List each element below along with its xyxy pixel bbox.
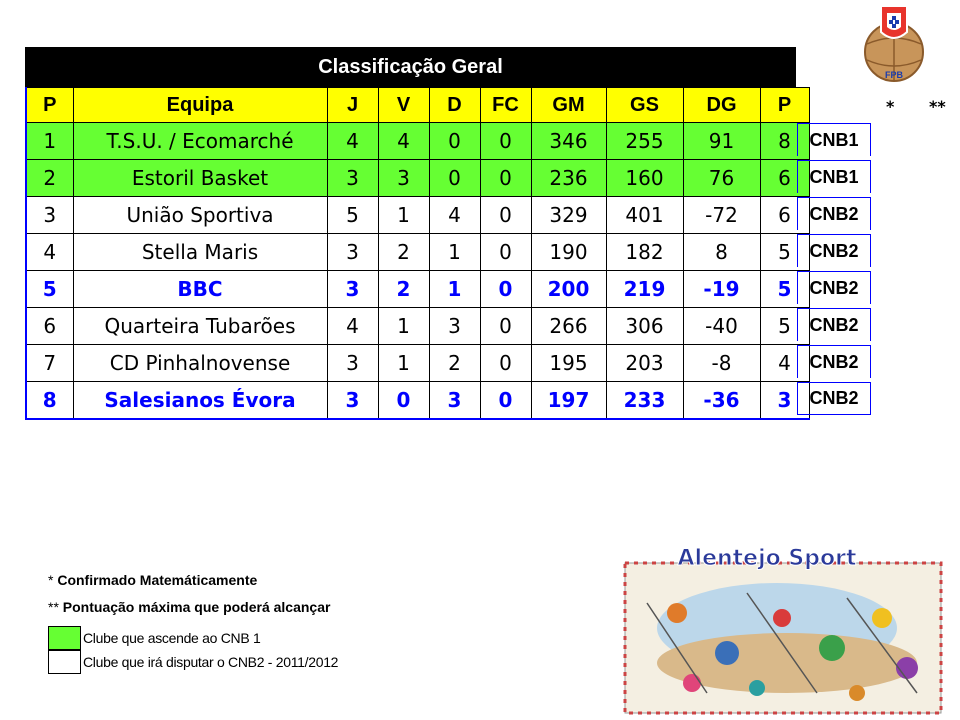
cell-goals-against: 182 — [606, 234, 683, 271]
cell-position: 5 — [26, 271, 73, 308]
header-goal-diff: DG — [683, 88, 760, 123]
cell-losses: 1 — [429, 234, 480, 271]
table-row — [26, 382, 809, 420]
cell-losses: 3 — [429, 382, 480, 420]
cell-team: BBC — [73, 271, 327, 308]
cell-wins: 1 — [378, 197, 429, 234]
cell-goals-for: 236 — [531, 160, 606, 197]
cell-goal-diff: -19 — [683, 271, 760, 308]
cell-team: T.S.U. / Ecomarché — [73, 123, 327, 160]
cell-forfeits: 0 — [480, 271, 531, 308]
cell-points: 8 — [760, 123, 809, 160]
cell-played: 3 — [327, 234, 378, 271]
cell-team: Estoril Basket — [73, 160, 327, 197]
cell-losses: 2 — [429, 345, 480, 382]
division-column — [797, 123, 871, 419]
cell-wins: 1 — [378, 345, 429, 382]
cell-losses: 4 — [429, 197, 480, 234]
header-position: P — [26, 88, 73, 123]
header-team: Equipa — [73, 88, 327, 123]
cell-position: 6 — [26, 308, 73, 345]
cell-forfeits: 0 — [480, 234, 531, 271]
cell-played: 3 — [327, 345, 378, 382]
cell-wins: 0 — [378, 382, 429, 420]
cell-wins: 2 — [378, 271, 429, 308]
cell-played: 3 — [327, 271, 378, 308]
cell-goal-diff: -72 — [683, 197, 760, 234]
cell-points: 5 — [760, 234, 809, 271]
green-swatch — [48, 626, 81, 650]
cell-goals-against: 233 — [606, 382, 683, 420]
cell-team: Salesianos Évora — [73, 382, 327, 420]
cell-goals-against: 219 — [606, 271, 683, 308]
header-losses: D — [429, 88, 480, 123]
legend-green-row — [48, 626, 338, 650]
division-badge: CNB2 — [797, 271, 871, 304]
note-double-star: ** — [929, 97, 946, 116]
cell-goals-against: 203 — [606, 345, 683, 382]
cell-points: 6 — [760, 197, 809, 234]
cell-played: 4 — [327, 123, 378, 160]
cell-goals-for: 329 — [531, 197, 606, 234]
cell-goals-against: 306 — [606, 308, 683, 345]
legend-green-label: Clube que ascende ao CNB 1 — [83, 630, 261, 646]
cell-position: 8 — [26, 382, 73, 420]
standings-table — [25, 87, 810, 420]
banner-title: Alentejo Sport — [677, 546, 857, 571]
cell-losses: 0 — [429, 160, 480, 197]
table-row — [26, 345, 809, 382]
cell-wins: 3 — [378, 160, 429, 197]
cell-points: 5 — [760, 308, 809, 345]
cell-goal-diff: 8 — [683, 234, 760, 271]
cell-goals-for: 200 — [531, 271, 606, 308]
cell-losses: 1 — [429, 271, 480, 308]
header-row — [26, 88, 809, 123]
division-badge: CNB1 — [797, 123, 871, 156]
header-points: P — [760, 88, 809, 123]
cell-wins: 4 — [378, 123, 429, 160]
cell-team: União Sportiva — [73, 197, 327, 234]
cell-played: 3 — [327, 160, 378, 197]
cell-wins: 2 — [378, 234, 429, 271]
cell-forfeits: 0 — [480, 308, 531, 345]
table-row — [26, 308, 809, 345]
table-row — [26, 271, 809, 308]
division-badge: CNB2 — [797, 234, 871, 267]
cell-position: 2 — [26, 160, 73, 197]
table-title: Classificação Geral — [25, 47, 796, 87]
cell-goals-for: 197 — [531, 382, 606, 420]
division-badge: CNB2 — [797, 345, 871, 378]
header-goals-for: GM — [531, 88, 606, 123]
cell-goals-for: 346 — [531, 123, 606, 160]
cell-goal-diff: -36 — [683, 382, 760, 420]
cell-forfeits: 0 — [480, 160, 531, 197]
cell-goal-diff: 76 — [683, 160, 760, 197]
cell-goal-diff: 91 — [683, 123, 760, 160]
cell-played: 4 — [327, 308, 378, 345]
logo-text: FPB — [885, 70, 903, 80]
cell-position: 1 — [26, 123, 73, 160]
cell-goals-against: 255 — [606, 123, 683, 160]
table-row — [26, 123, 809, 160]
cell-forfeits: 0 — [480, 197, 531, 234]
cell-forfeits: 0 — [480, 345, 531, 382]
note-single-star: * — [886, 97, 895, 116]
table-row — [26, 234, 809, 271]
legend — [48, 572, 338, 674]
legend-white-row — [48, 650, 338, 674]
header-goals-against: GS — [606, 88, 683, 123]
cell-goals-for: 195 — [531, 345, 606, 382]
cell-points: 5 — [760, 271, 809, 308]
cell-played: 5 — [327, 197, 378, 234]
header-forfeits: FC — [480, 88, 531, 123]
cell-losses: 3 — [429, 308, 480, 345]
legend-confirmed: * Confirmado Matemáticamente — [48, 572, 258, 588]
legend-max: ** Pontuação máxima que poderá alcançar — [48, 599, 331, 615]
cell-forfeits: 0 — [480, 382, 531, 420]
cell-wins: 1 — [378, 308, 429, 345]
legend-white-label: Clube que irá disputar o CNB2 - 2011/2012 — [83, 654, 339, 670]
cell-position: 7 — [26, 345, 73, 382]
header-played: J — [327, 88, 378, 123]
cell-forfeits: 0 — [480, 123, 531, 160]
division-badge: CNB2 — [797, 382, 871, 415]
cell-goals-against: 160 — [606, 160, 683, 197]
cell-points: 6 — [760, 160, 809, 197]
header-wins: V — [378, 88, 429, 123]
cell-position: 4 — [26, 234, 73, 271]
cell-goals-for: 190 — [531, 234, 606, 271]
cell-goal-diff: -40 — [683, 308, 760, 345]
white-swatch — [48, 650, 81, 674]
cell-points: 3 — [760, 382, 809, 420]
cell-goals-against: 401 — [606, 197, 683, 234]
alentejo-sport-banner — [617, 543, 947, 715]
cell-team: CD Pinhalnovense — [73, 345, 327, 382]
cell-losses: 0 — [429, 123, 480, 160]
cell-goals-for: 266 — [531, 308, 606, 345]
fpb-logo — [863, 2, 925, 86]
cell-team: Stella Maris — [73, 234, 327, 271]
table-row — [26, 160, 809, 197]
cell-points: 4 — [760, 345, 809, 382]
division-badge: CNB2 — [797, 308, 871, 341]
cell-played: 3 — [327, 382, 378, 420]
cell-position: 3 — [26, 197, 73, 234]
division-badge: CNB1 — [797, 160, 871, 193]
division-badge: CNB2 — [797, 197, 871, 230]
cell-team: Quarteira Tubarões — [73, 308, 327, 345]
table-row — [26, 197, 809, 234]
cell-goal-diff: -8 — [683, 345, 760, 382]
